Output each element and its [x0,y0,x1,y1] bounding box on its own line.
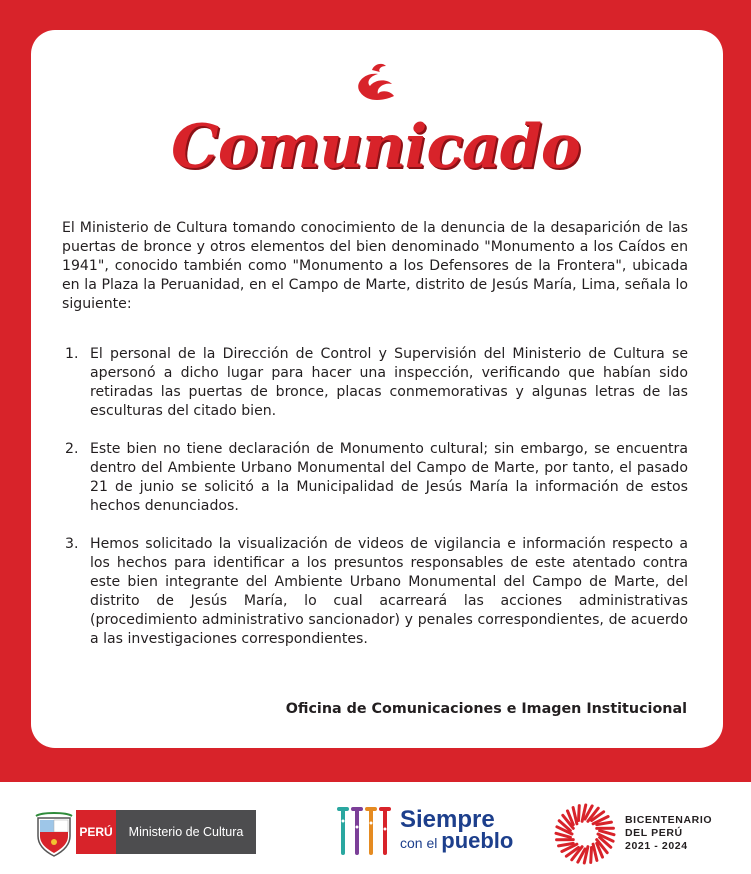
con-el-label: con el [400,835,438,851]
years-label: 2021 - 2024 [625,840,688,852]
siempre-label: Siempre [400,806,495,833]
page-title: Comunicado [171,112,580,182]
bicentenario-label: BICENTENARIO [625,814,713,826]
colored-figures-icon [333,803,397,861]
bicentenario-logo [625,814,712,853]
list-item [62,440,688,516]
peru-ministry-logo [76,810,256,854]
item-number: 3. [65,536,79,552]
list-item [62,535,688,649]
signature: Oficina de Comunicaciones e Imagen Institucional [285,701,687,717]
item-text: Este bien no tiene declaración de Monumento cultural; sin embargo, se encuentra dentro del Ambiente Urbano Monumental del Campo de Marte, por tanto, el pasado 21 de junio se solicitó a la Municipalidad de Jesús María la información de estos hechos denunciados. [90,441,688,514]
item-number: 2. [65,441,79,457]
siempre-con-el-pueblo-logo [400,808,513,852]
bicentennial-burst-icon [553,802,617,866]
list-item [62,345,688,421]
flame-swirl-icon [350,62,400,106]
item-number: 1. [65,346,79,362]
ministry-label: Ministerio de Cultura [116,810,256,854]
numbered-list [62,345,688,668]
intro-paragraph: El Ministerio de Cultura tomando conocimiento de la denuncia de la desaparición de las puertas de bronce y otros elementos del bien denominado "Monumento a los Caídos en 1941", conocido también como "Monumento a los Defensores de la Frontera", ubicada en la Plaza la Peruanidad, en el Campo de Marte, distrito de Jesús María, Lima, señala lo siguiente: [62,220,688,312]
coat-of-arms-icon [34,812,74,858]
item-text: El personal de la Dirección de Control y Supervisión del Ministerio de Cultura se apersonó a dicho lugar para hacer una inspección, verificando que habían sido retiradas las puertas de bronce, placas conmemorativas y algunas letras de las esculturas del citado bien. [90,346,688,419]
item-text: Hemos solicitado la visualización de videos de vigilancia e información respecto a los hechos para identificar a los presuntos responsables de este atentado contra este bien integrante del Ambiente Urbano Monumental del Campo de Marte, del distrito de Jesús María, lo cual acarreará las acciones administrativas (procedimiento administrativo sancionador) y penales correspondientes, de acuerdo a las investigaciones correspondientes. [90,536,688,647]
pueblo-label: pueblo [441,828,514,853]
del-peru-label: DEL PERÚ [625,827,683,839]
peru-label: PERÚ [76,810,116,854]
